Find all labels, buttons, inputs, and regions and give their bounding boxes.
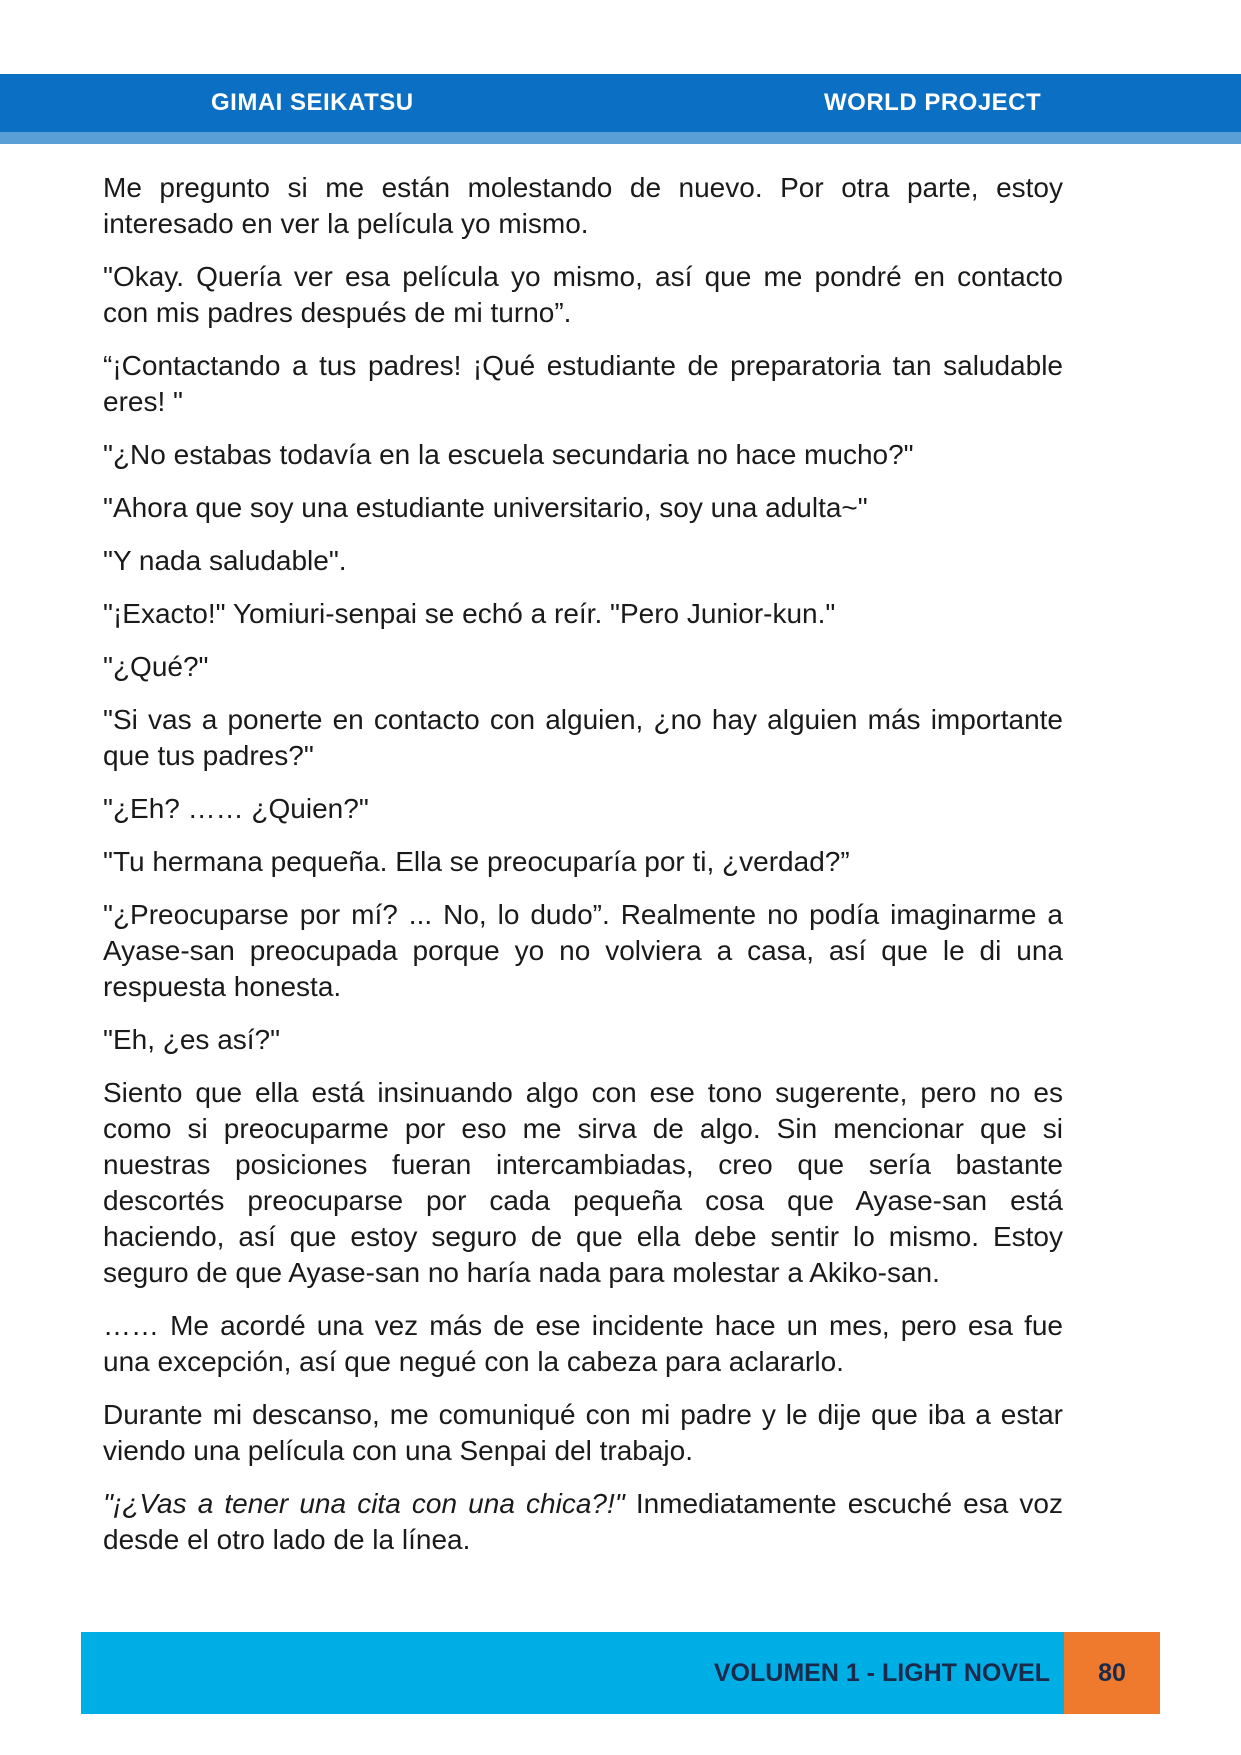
italic-dialogue: "¡¿Vas a tener una cita con una chica?!" — [103, 1488, 625, 1519]
paragraph: Me pregunto si me están molestando de nuevo. Por otra parte, estoy interesado en ver la película yo mismo. — [103, 172, 1063, 239]
paragraph: "Y nada saludable". — [103, 545, 347, 576]
paragraph-rest: Inmediatamente escuché esa voz desde el otro lado de la línea. — [103, 1488, 1063, 1555]
paragraph: "Okay. Quería ver esa película yo mismo, así que me pondré en contacto con mis padres después de mi turno”. — [103, 261, 1063, 328]
paragraph: "Ahora que soy una estudiante universitario, soy una adulta~" — [103, 492, 868, 523]
paragraph: "Si vas a ponerte en contacto con alguien, ¿no hay alguien más importante que tus padres?" — [103, 704, 1063, 771]
paragraph: Siento que ella está insinuando algo con ese tono sugerente, pero no es como si preocuparme por eso me sirva de algo. Sin mencionar que si nuestras posiciones fueran intercambiadas, creo que sería bastante descortés preocuparse por cada pequeña cosa que Ayase-san está haciendo, así que estoy seguro de que ella debe sentir lo mismo. Estoy seguro de que Ayase-san no haría nada para molestar a Akiko-san. — [103, 1077, 1063, 1288]
paragraph: "¡Exacto!" Yomiuri-senpai se echó a reír. "Pero Junior-kun." — [103, 598, 836, 629]
header-series-title: GIMAI SEIKATSU — [211, 89, 414, 116]
paragraph: "¿No estabas todavía en la escuela secundaria no hace mucho?" — [103, 439, 914, 470]
header-group-name: WORLD PROJECT — [824, 89, 1042, 116]
page-number: 80 — [1098, 1659, 1126, 1687]
paragraph: "Eh, ¿es así?" — [103, 1024, 281, 1055]
page-body — [103, 170, 1063, 1558]
paragraph: …… Me acordé una vez más de ese incidente hace un mes, pero esa fue una excepción, así que negué con la cabeza para aclararlo. — [103, 1310, 1063, 1377]
paragraph: Durante mi descanso, me comuniqué con mi padre y le dije que iba a estar viendo una película con una Senpai del trabajo. — [103, 1399, 1063, 1466]
page-header-stripe — [0, 132, 1241, 144]
paragraph: “¡Contactando a tus padres! ¡Qué estudiante de preparatoria tan saludable eres! " — [103, 350, 1063, 417]
paragraph: "Tu hermana pequeña. Ella se preocuparía por ti, ¿verdad?” — [103, 846, 850, 877]
paragraph: "¿Preocuparse por mí? ... No, lo dudo”. Realmente no podía imaginarme a Ayase-san preocupada porque yo no volviera a casa, así que le di una respuesta honesta. — [103, 899, 1063, 1002]
footer-volume-title: VOLUMEN 1 - LIGHT NOVEL — [713, 1659, 1050, 1687]
paragraph: "¿Qué?" — [103, 651, 209, 682]
final-paragraph — [103, 1486, 1063, 1558]
page-header-bar — [0, 74, 1241, 132]
paragraph: "¿Eh? …… ¿Quien?" — [103, 793, 369, 824]
